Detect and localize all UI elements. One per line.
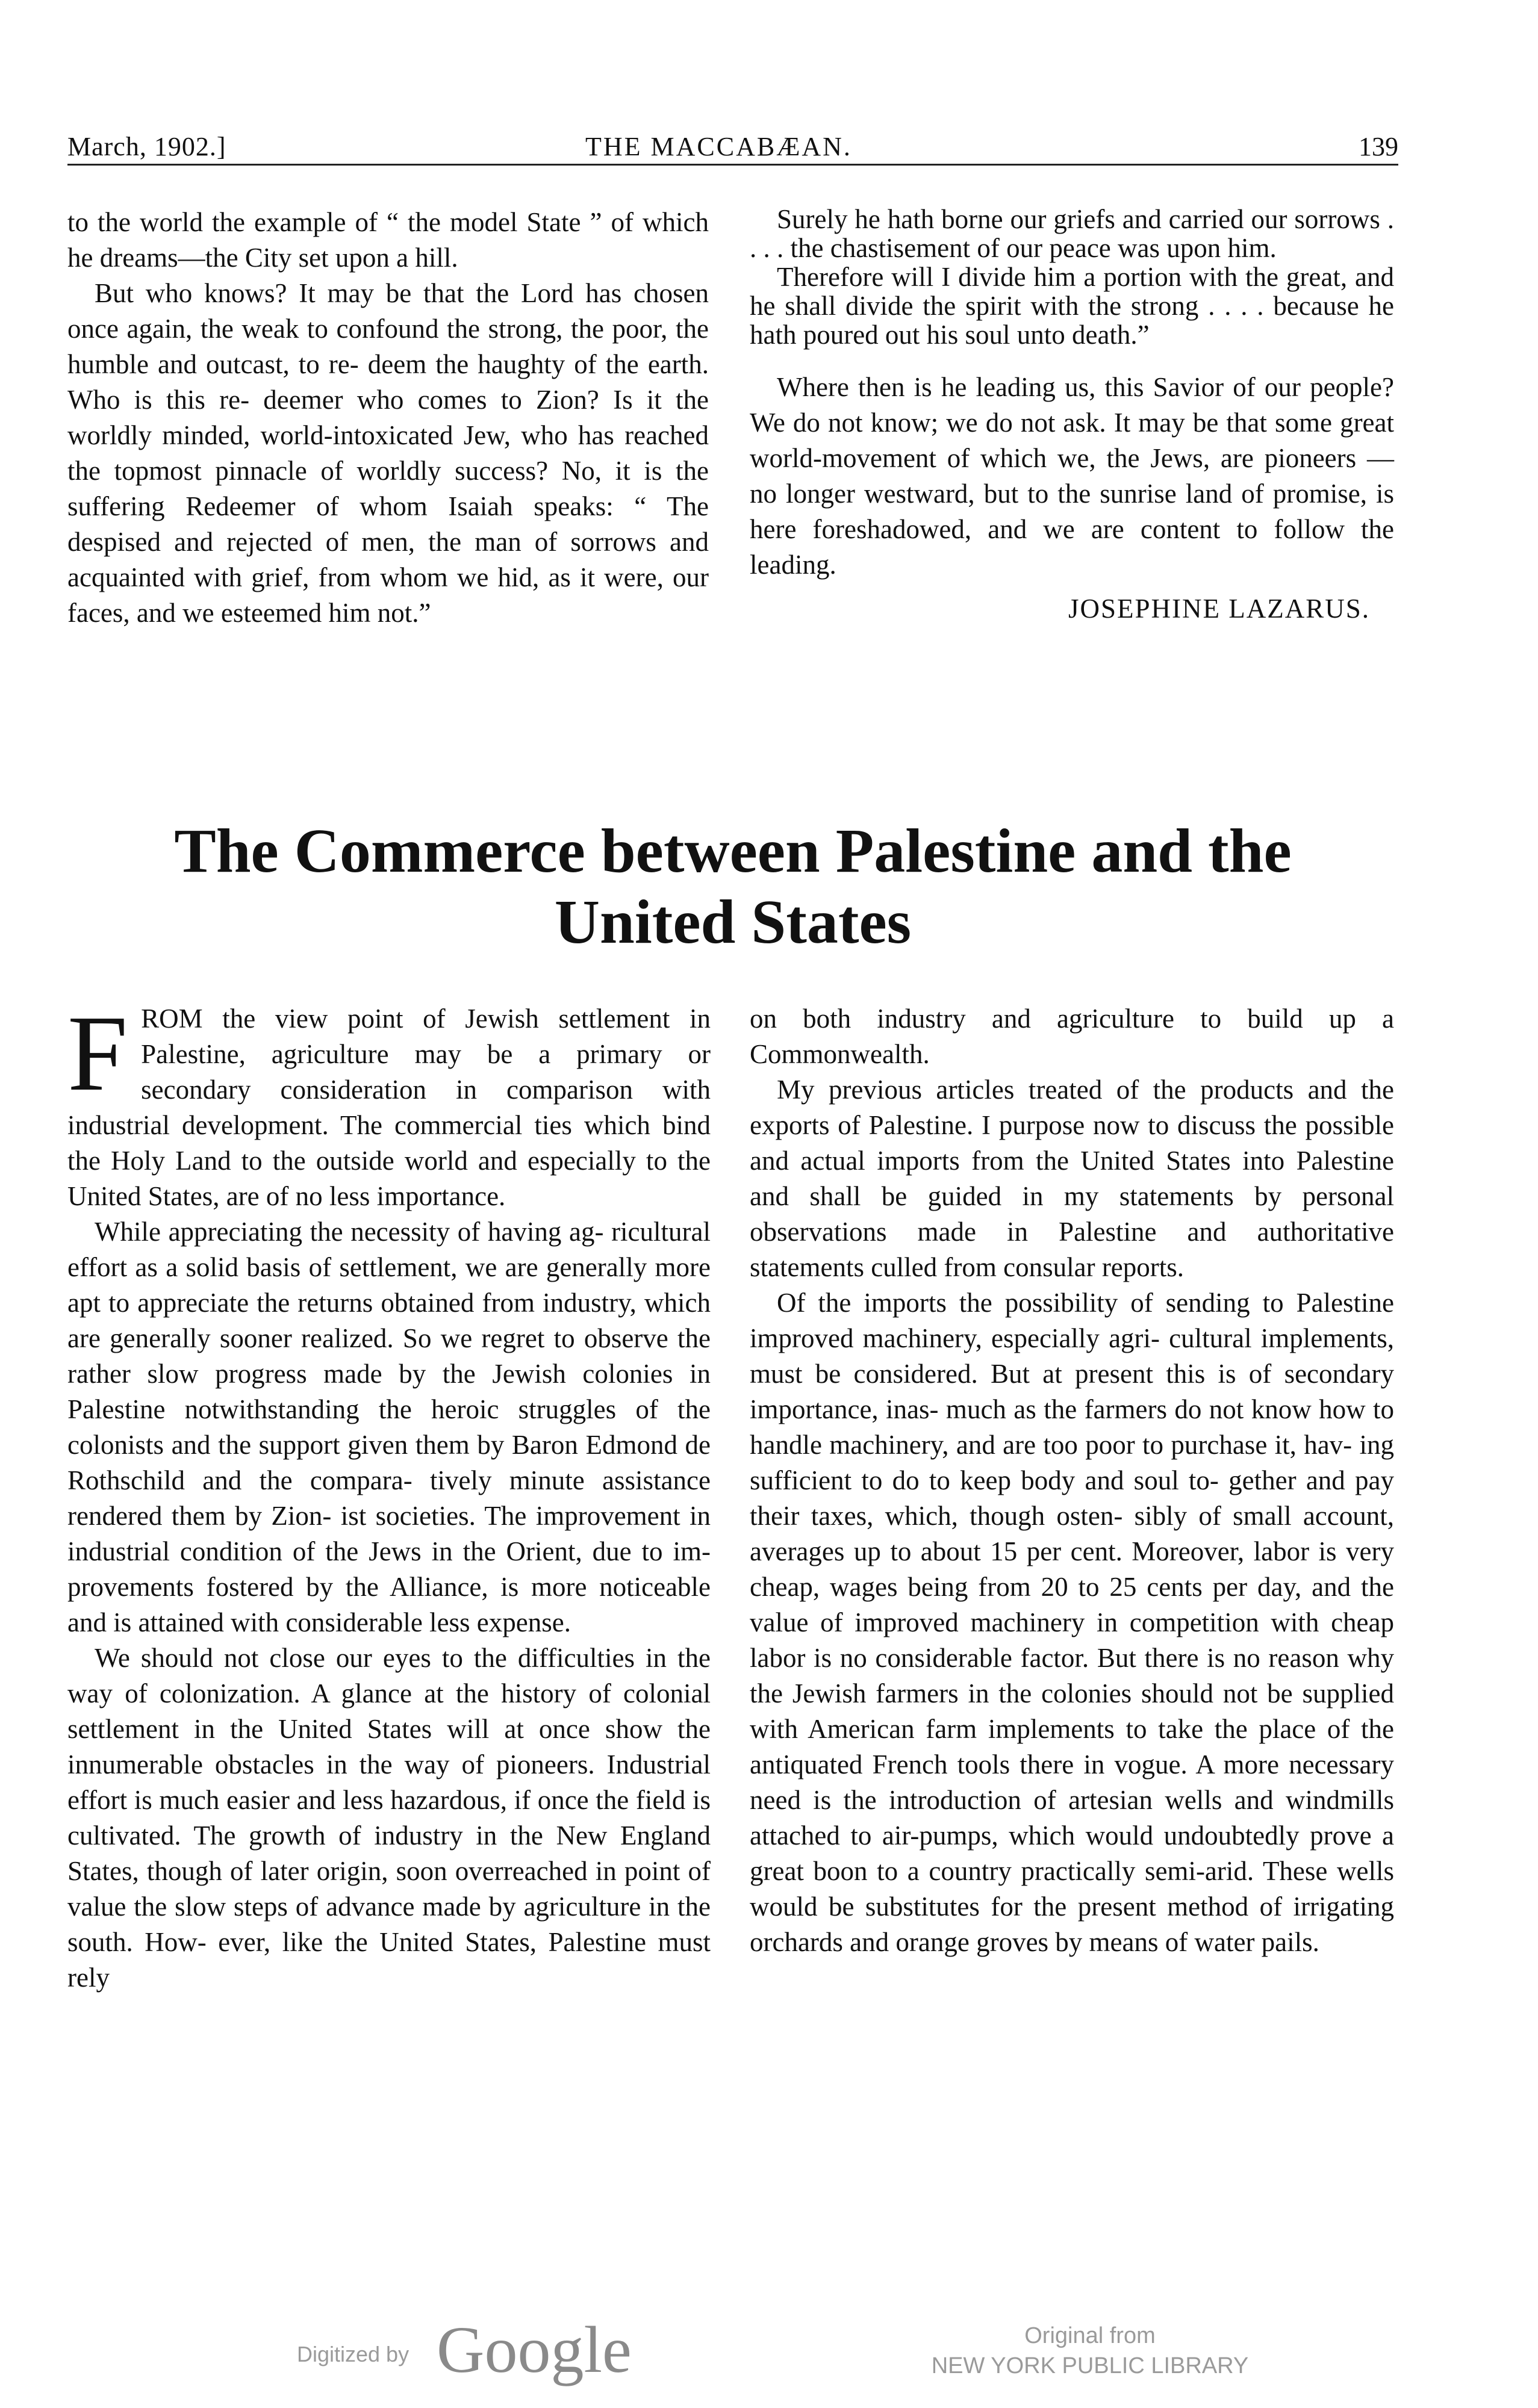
paragraph: on both industry and agriculture to build up a Commonwealth.	[750, 1004, 1394, 1069]
paragraph: to the world the example of “ the model State ” of which he dreams—the City set upon a hill.	[67, 207, 709, 273]
paragraph: But who knows? It may be that the Lord has chosen once again, the weak to confound the strong, the poor, the humble and outcast, to re- deem the haughty of the earth. Who is this re- deemer who comes to Zion? Is it the worldly minded, world-intoxicated Jew, who has reached the topmost pinnacle of worldly success? No, it is the suffering Redeemer of whom Isaiah speaks: “ The despised and rejected of men, the man of sorrows and acquainted with grief, from whom we hid, as it were, our faces, and we esteemed him not.”	[67, 278, 709, 628]
first-word-rest: ROM	[141, 1004, 203, 1034]
continued-article-right-column	[750, 205, 1394, 627]
article-title-line: United States	[554, 887, 912, 957]
paragraph: My previous articles treated of the products and the exports of Palestine. I purpose now to discuss the possible and actual imports from the United States into Palestine and shall be guided in my statements by personal observations made in Palestine and authoritative statements culled from consular reports.	[750, 1075, 1394, 1282]
library-name: NEW YORK PUBLIC LIBRARY	[931, 2353, 1249, 2379]
header-page-number: 139	[1359, 132, 1398, 161]
digitized-by-label: Digitized by	[297, 2342, 409, 2366]
original-from-label: Original from	[1024, 2323, 1156, 2348]
scripture-quote	[750, 205, 1394, 349]
continued-article-left-column	[67, 205, 709, 631]
google-logo: Google	[437, 2313, 632, 2386]
paragraph: Of the imports the possibility of sending to Palestine improved machinery, especially agri- cultural implements, must be considered. But at present this is of secondary importance, inas- much as the farmers do not know how to handle machinery, and are too poor to purchase it, hav- ing sufficient to do to keep body and soul to- gether and pay their taxes, which, though osten- sibly of small account, averages up to about 15 per cent. Moreover, labor is very cheap, wages being from 20 to 25 cents per day, and the value of improved machinery in competition with cheap labor is no considerable factor. But there is no reason why the Jewish farmers in the colonies should not be supplied with American farm implements to take the place of the antiquated French tools there in vogue. A more necessary need is the introduction of artesian wells and windmills attached to air-pumps, which would undoubtedly prove a great boon to a country practically semi-arid. These wells would be substitutes for the present method of irrigating orchards and orange groves by means of water pails.	[750, 1288, 1394, 1957]
quote-paragraph: Surely he hath borne our griefs and carried our sorrows . . . . the chastisement of our peace was upon him.	[750, 204, 1394, 263]
paragraph: We should not close our eyes to the difficulties in the way of colonization. A glance at the history of colonial settlement in the United States will at once show the innumerable obstacles in the way of pioneers. Industrial effort is much easier and less hazardous, if once the field is cultivated. The growth of industry in the New England States, though of later origin, soon overreached in point of value the slow steps of advance made by agriculture in the south. How- ever, like the United States, Palestine must rely	[67, 1643, 711, 1993]
article-right-column	[750, 1001, 1394, 1960]
drop-cap: F	[67, 993, 128, 1113]
header-date: March, 1902.]	[67, 132, 226, 161]
header-rule	[67, 164, 1398, 166]
paragraph: Where then is he leading us, this Savior of our people? We do not know; we do not ask. It may be that some great world-movement of which we, the Jews, are pioneers — no longer westward, but to the sunrise land of promise, is here foreshadowed, and we are content to follow the leading.	[750, 372, 1394, 580]
article-left-column	[67, 993, 711, 1996]
article-title	[67, 816, 1398, 958]
quote-paragraph: Therefore will I divide him a portion with the great, and he shall divide the spirit with the strong . . . . because he hath poured out his soul unto death.”	[750, 262, 1394, 350]
opening-paragraph	[67, 993, 711, 1214]
paragraph: While appreciating the necessity of having ag- ricultural effort as a solid basis of settlement, we are generally more apt to appreciate the returns obtained from industry, which are generally sooner realized. So we regret to observe the rather slow progress made by the Jewish colonies in Palestine notwithstanding the heroic struggles of the colonists and the support given them by Baron Edmond de Rothschild and the compara- tively minute assistance rendered them by Zion- ist societies. The improvement in industrial condition of the Jews in the Orient, due to im- provements fostered by the Alliance, is more noticeable and is attained with considerable less expense.	[67, 1217, 711, 1637]
article-title-line: The Commerce between Palestine and the	[174, 816, 1292, 886]
header-journal-title: THE MACCABÆAN.	[585, 132, 852, 161]
running-header	[67, 131, 1398, 167]
opening-paragraph-text: the view point of Jewish settlement in Palestine, agriculture may be a primary or secondary consideration in comparison with industrial development. The commercial ties which bind the Holy Land to the outside world and especially to the United States, are of no less importance.	[67, 1004, 711, 1211]
original-source-note	[891, 2321, 1289, 2381]
author-signature: JOSEPHINE LAZARUS.	[1068, 594, 1370, 624]
